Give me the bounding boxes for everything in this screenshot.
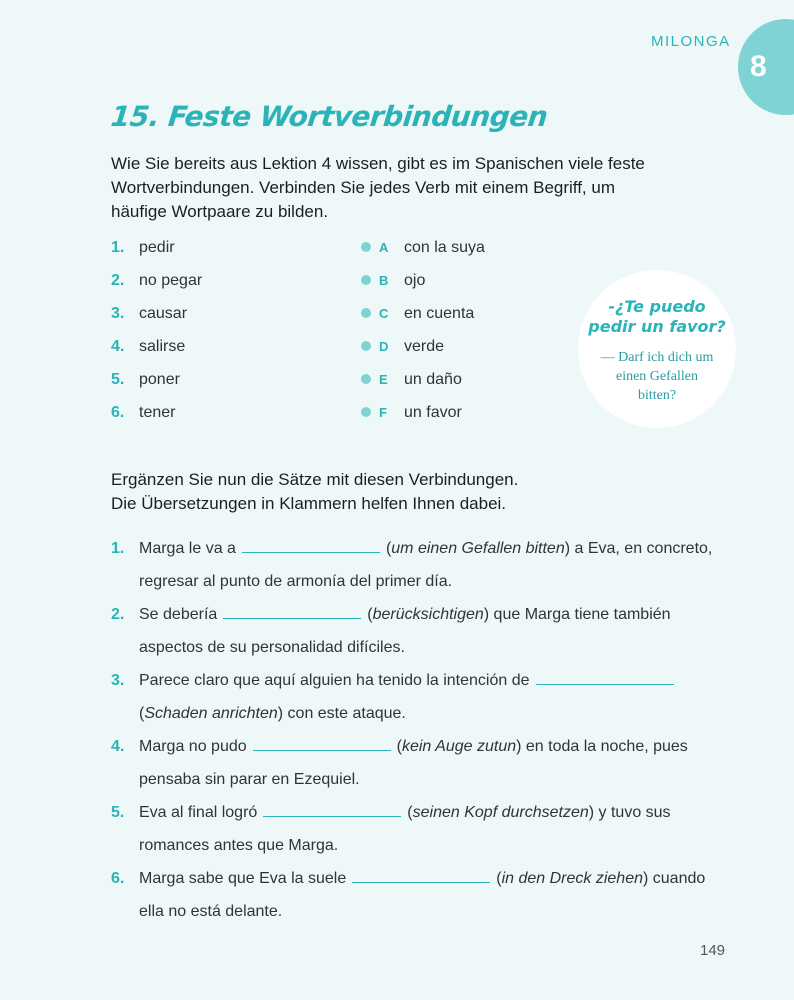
term-item[interactable]: D verde (361, 335, 444, 359)
exercise-item: 2. Se debería (berücksichtigen) que Marga tiene también aspectos de su personalidad difíciles. (111, 606, 671, 656)
verb-item: 4. salirse (111, 338, 186, 355)
answer-blank[interactable] (352, 882, 490, 883)
chapter-number: 8 (750, 50, 767, 83)
match-dot[interactable] (361, 407, 371, 417)
bubble-spanish: -¿Te puedo pedir un favor? (588, 297, 726, 336)
verb-item: 6. tener (111, 404, 176, 421)
match-dot[interactable] (361, 242, 371, 252)
answer-blank[interactable] (536, 684, 674, 685)
term-item[interactable]: E un daño (361, 368, 462, 392)
verb-item: 1. pedir (111, 239, 175, 256)
verb-item: 5. poner (111, 371, 180, 388)
intro-text: Wie Sie bereits aus Lektion 4 wissen, gibt es im Spanischen viele feste Wortverbindungen. Verbinden Sie jedes Verb mit einem Begriff, um häufige Wortpaare zu bilden. (111, 154, 645, 221)
answer-blank[interactable] (242, 552, 380, 553)
match-dot[interactable] (361, 374, 371, 384)
verb-item: 2. no pegar (111, 272, 203, 289)
verb-item: 3. causar (111, 305, 188, 322)
term-item[interactable]: F un favor (361, 401, 462, 425)
instructions: Ergänzen Sie nun die Sätze mit diesen Verbindungen. Die Übersetzungen in Klammern helfen Ihnen dabei. (111, 470, 519, 513)
answer-blank[interactable] (253, 750, 391, 751)
match-dot[interactable] (361, 275, 371, 285)
term-item[interactable]: A con la suya (361, 236, 485, 260)
term-item[interactable]: B ojo (361, 269, 425, 293)
bubble-german: — Darf ich dich um einen Gefallen bitten? (600, 350, 714, 403)
term-item[interactable]: C en cuenta (361, 302, 474, 326)
exercise-item: 3. Parece claro que aquí alguien ha tenido la intención de (Schaden anrichten) con este ataque. (111, 664, 731, 730)
match-dot[interactable] (361, 341, 371, 351)
exercise-item: 1. Marga le va a (um einen Gefallen bitten) a Eva, en concreto, regresar al punto de armonía del primer día. (111, 540, 713, 590)
exercise-item: 5. Eva al final logró (seinen Kopf durchsetzen) y tuvo sus romances antes que Marga. (111, 804, 671, 854)
running-head: MILONGA (651, 33, 731, 50)
page-number: 149 (700, 942, 726, 959)
answer-blank[interactable] (223, 618, 361, 619)
exercise-title: 15. Feste Wortverbindungen (109, 100, 550, 133)
exercise-item: 4. Marga no pudo (kein Auge zutun) en toda la noche, pues pensaba sin parar en Ezequiel. (111, 738, 688, 788)
answer-blank[interactable] (263, 816, 401, 817)
match-dot[interactable] (361, 308, 371, 318)
exercise-item: 6. Marga sabe que Eva la suele (in den Dreck ziehen) cuando ella no está delante. (111, 870, 706, 920)
